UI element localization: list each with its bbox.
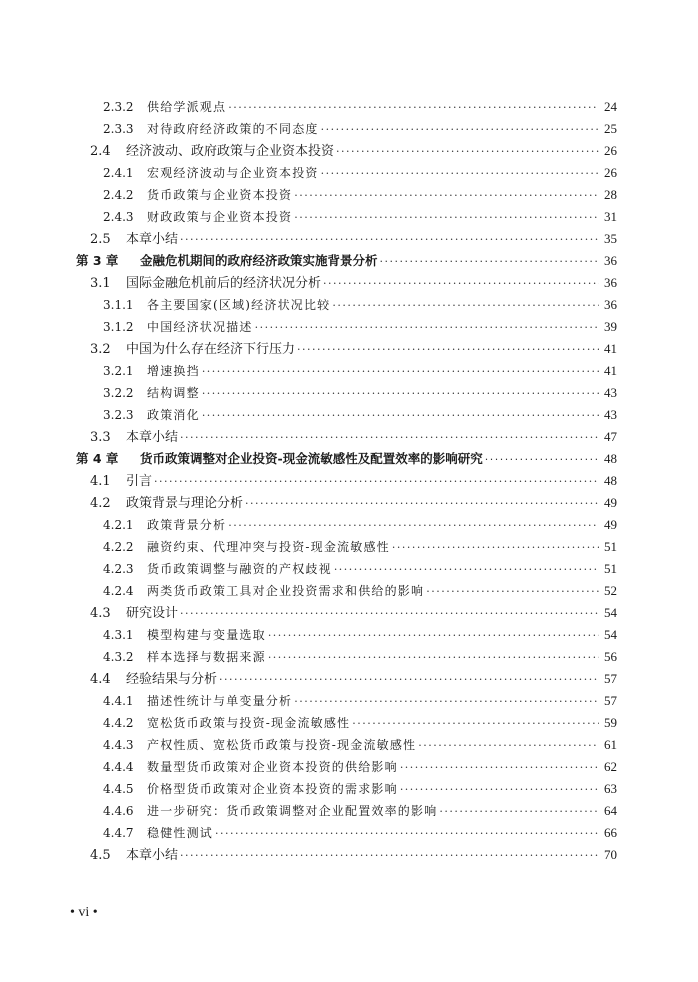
- dot-leader: [202, 405, 599, 427]
- toc-entry-title: 政策背景与理论分析: [126, 496, 244, 511]
- toc-entry-page: 59: [604, 715, 617, 730]
- toc-entry[interactable]: [76, 228, 617, 250]
- toc-entry-page: 26: [604, 143, 617, 158]
- toc-entry-page: 54: [604, 627, 617, 642]
- toc-entry[interactable]: [76, 558, 617, 580]
- toc-entry-title: 财政政策与企业资本投资: [147, 210, 293, 224]
- dot-leader: [154, 471, 599, 493]
- toc-entry-page: 54: [604, 605, 617, 620]
- dot-leader: [202, 383, 599, 405]
- toc-entry-number: 3.2: [90, 342, 111, 357]
- toc-entry-page: 70: [604, 847, 617, 862]
- toc-entry[interactable]: [76, 778, 617, 800]
- toc-entry[interactable]: [76, 118, 617, 140]
- toc-entry[interactable]: [76, 602, 617, 624]
- toc-entry-page: 62: [604, 759, 617, 774]
- toc-entry-title: 国际金融危机前后的经济状况分析: [126, 276, 322, 291]
- toc-entry-number: 4.3.1: [103, 628, 134, 642]
- toc-chapter-entry[interactable]: [76, 448, 617, 470]
- toc-entry-number: 4.2.4: [103, 584, 134, 598]
- toc-entry-page: 49: [604, 495, 617, 510]
- toc-entry-number: 3.3: [90, 430, 111, 445]
- toc-entry-title: 中国经济状况描述: [147, 320, 253, 334]
- toc-entry-title: 经济波动、政府政策与企业资本投资: [126, 144, 335, 159]
- toc-entry-title: 宽松货币政策与投资-现金流敏感性: [147, 716, 351, 730]
- toc-entry-page: 51: [604, 539, 617, 554]
- dot-leader: [245, 493, 599, 515]
- toc-entry[interactable]: [76, 426, 617, 448]
- toc-entry-number: 第 3 章: [76, 253, 119, 268]
- toc-entry-page: 41: [604, 363, 617, 378]
- toc-entry[interactable]: [76, 756, 617, 778]
- dot-leader: [180, 427, 599, 449]
- dot-leader: [400, 779, 599, 801]
- dot-leader: [228, 97, 599, 119]
- toc-entry-number: 2.5: [90, 232, 111, 247]
- toc-entry-page: 51: [604, 561, 617, 576]
- toc-entry-number: 4.4.7: [103, 826, 134, 840]
- dot-leader: [294, 691, 599, 713]
- toc-entry-number: 2.4.1: [103, 166, 134, 180]
- toc-entry-number: 2.3.2: [103, 100, 134, 114]
- toc-entry-number: 3.1.1: [103, 298, 134, 312]
- toc-entry-title: 本章小结: [126, 232, 179, 247]
- toc-entry[interactable]: [76, 360, 617, 382]
- dot-leader: [219, 669, 599, 691]
- toc-entry[interactable]: [76, 514, 617, 536]
- toc-chapter-entry[interactable]: [76, 250, 617, 272]
- toc-entry-page: 43: [604, 385, 617, 400]
- dot-leader: [323, 273, 599, 295]
- toc-entry-page: 36: [604, 253, 617, 268]
- toc-entry-title: 宏观经济波动与企业资本投资: [147, 166, 319, 180]
- toc-entry-title: 经验结果与分析: [126, 672, 218, 687]
- toc-entry[interactable]: [76, 712, 617, 734]
- toc-entry-title: 金融危机期间的政府经济政策实施背景分析: [140, 253, 378, 268]
- toc-entry-title: 货币政策与企业资本投资: [147, 188, 293, 202]
- toc-entry-page: 57: [604, 693, 617, 708]
- toc-entry-title: 引言: [126, 474, 153, 489]
- toc-entry-page: 25: [604, 121, 617, 136]
- toc-entry-number: 4.4.6: [103, 804, 134, 818]
- dot-leader: [392, 537, 599, 559]
- dot-leader: [485, 449, 599, 471]
- toc-entry-title: 进一步研究：货币政策调整对企业配置效率的影响: [147, 804, 438, 818]
- toc-entry-title: 产权性质、宽松货币政策与投资-现金流敏感性: [147, 738, 417, 752]
- toc-entry-title: 模型构建与变量选取: [147, 628, 266, 642]
- toc-entry-number: 4.2.2: [103, 540, 134, 554]
- toc-entry[interactable]: [76, 822, 617, 844]
- toc-entry-page: 57: [604, 671, 617, 686]
- toc-entry-page: 56: [604, 649, 617, 664]
- toc-entry[interactable]: [76, 206, 617, 228]
- toc-entry-number: 4.3.2: [103, 650, 134, 664]
- dot-leader: [334, 559, 599, 581]
- toc-entry-number: 3.2.1: [103, 364, 134, 378]
- toc-entry-title: 各主要国家(区域)经济状况比较: [147, 298, 331, 312]
- toc-entry-title: 政策消化: [147, 408, 200, 422]
- dot-leader: [294, 207, 599, 229]
- dot-leader: [439, 801, 599, 823]
- dot-leader: [352, 713, 599, 735]
- toc-entry[interactable]: [76, 272, 617, 294]
- toc-entry-page: 36: [604, 275, 617, 290]
- toc-entry-number: 第 4 章: [76, 451, 119, 466]
- toc-entry-page: 39: [604, 319, 617, 334]
- toc-entry-page: 31: [604, 209, 617, 224]
- dot-leader: [180, 603, 599, 625]
- toc-entry[interactable]: [76, 580, 617, 602]
- toc-entry-number: 4.5: [90, 848, 111, 863]
- toc-entry-title: 稳健性测试: [147, 826, 214, 840]
- toc-entry-title: 价格型货币政策对企业资本投资的需求影响: [147, 782, 398, 796]
- toc-entry-page: 35: [604, 231, 617, 246]
- toc-entry-title: 中国为什么存在经济下行压力: [126, 342, 296, 357]
- toc-entry-page: 63: [604, 781, 617, 796]
- dot-leader: [180, 845, 599, 867]
- toc-entry-number: 4.2.3: [103, 562, 134, 576]
- dot-leader: [380, 251, 599, 273]
- dot-leader: [297, 339, 599, 361]
- toc-entry-number: 4.4.4: [103, 760, 134, 774]
- toc-entry[interactable]: [76, 382, 617, 404]
- dot-leader: [268, 625, 599, 647]
- toc-entry[interactable]: [76, 690, 617, 712]
- toc-entry-page: 36: [604, 297, 617, 312]
- toc-entry-number: 3.2.2: [103, 386, 134, 400]
- dot-leader: [418, 735, 599, 757]
- toc-entry-number: 3.1: [90, 276, 111, 291]
- toc-entry-number: 2.3.3: [103, 122, 134, 136]
- toc-entry[interactable]: [76, 184, 617, 206]
- toc-entry-number: 4.2.1: [103, 518, 134, 532]
- toc-entry-number: 4.4.1: [103, 694, 134, 708]
- dot-leader: [332, 295, 599, 317]
- toc-entry-title: 增速换挡: [147, 364, 200, 378]
- toc-entry-title: 数量型货币政策对企业资本投资的供给影响: [147, 760, 398, 774]
- toc-entry-title: 两类货币政策工具对企业投资需求和供给的影响: [147, 584, 425, 598]
- toc-entry-number: 2.4.3: [103, 210, 134, 224]
- toc-entry[interactable]: [76, 96, 617, 118]
- dot-leader: [426, 581, 599, 603]
- toc-entry[interactable]: [76, 646, 617, 668]
- toc-entry-title: 样本选择与数据来源: [147, 650, 266, 664]
- toc-entry-page: 26: [604, 165, 617, 180]
- toc-entry-page: 24: [604, 99, 617, 114]
- toc-entry[interactable]: [76, 162, 617, 184]
- toc-entry-number: 4.4: [90, 672, 111, 687]
- toc-entry-number: 2.4.2: [103, 188, 134, 202]
- toc-entry[interactable]: [76, 294, 617, 316]
- toc-entry-page: 61: [604, 737, 617, 752]
- toc-entry-title: 供给学派观点: [147, 100, 227, 114]
- page-number: • vi •: [70, 905, 98, 920]
- toc-entry-number: 4.2: [90, 496, 111, 511]
- toc-entry[interactable]: [76, 800, 617, 822]
- toc-entry-page: 49: [604, 517, 617, 532]
- dot-leader: [255, 317, 599, 339]
- toc-entry[interactable]: [76, 492, 617, 514]
- toc-entry[interactable]: [76, 844, 617, 866]
- toc-entry-title: 结构调整: [147, 386, 200, 400]
- toc-entry-title: 货币政策调整对企业投资-现金流敏感性及配置效率的影响研究: [140, 451, 483, 466]
- toc-entry-title: 描述性统计与单变量分析: [147, 694, 293, 708]
- table-of-contents: [76, 96, 617, 866]
- toc-entry-page: 47: [604, 429, 617, 444]
- dot-leader: [336, 141, 599, 163]
- toc-entry-number: 3.1.2: [103, 320, 134, 334]
- toc-entry-number: 4.4.2: [103, 716, 134, 730]
- toc-entry-title: 融资约束、代理冲突与投资-现金流敏感性: [147, 540, 390, 554]
- toc-entry-number: 4.1: [90, 474, 111, 489]
- toc-entry[interactable]: [76, 338, 617, 360]
- toc-entry-title: 研究设计: [126, 606, 179, 621]
- toc-entry-title: 政策背景分析: [147, 518, 227, 532]
- dot-leader: [215, 823, 599, 845]
- toc-entry[interactable]: [76, 316, 617, 338]
- toc-entry[interactable]: [76, 536, 617, 558]
- toc-entry[interactable]: [76, 140, 617, 162]
- toc-entry-number: 3.2.3: [103, 408, 134, 422]
- toc-entry[interactable]: [76, 624, 617, 646]
- toc-entry-page: 66: [604, 825, 617, 840]
- toc-entry-page: 52: [604, 583, 617, 598]
- toc-entry[interactable]: [76, 734, 617, 756]
- toc-entry-number: 4.4.3: [103, 738, 134, 752]
- toc-entry-title: 对待政府经济政策的不同态度: [147, 122, 319, 136]
- toc-entry-page: 41: [604, 341, 617, 356]
- toc-entry[interactable]: [76, 404, 617, 426]
- toc-entry-title: 本章小结: [126, 848, 179, 863]
- dot-leader: [400, 757, 599, 779]
- toc-entry-page: 28: [604, 187, 617, 202]
- toc-entry-number: 2.4: [90, 144, 111, 159]
- toc-entry-page: 43: [604, 407, 617, 422]
- dot-leader: [294, 185, 599, 207]
- toc-entry-title: 本章小结: [126, 430, 179, 445]
- toc-entry-number: 4.3: [90, 606, 111, 621]
- dot-leader: [228, 515, 599, 537]
- dot-leader: [202, 361, 599, 383]
- toc-entry[interactable]: [76, 470, 617, 492]
- dot-leader: [321, 163, 599, 185]
- dot-leader: [268, 647, 599, 669]
- toc-entry[interactable]: [76, 668, 617, 690]
- toc-entry-page: 48: [604, 473, 617, 488]
- dot-leader: [180, 229, 599, 251]
- toc-entry-title: 货币政策调整与融资的产权歧视: [147, 562, 332, 576]
- dot-leader: [321, 119, 599, 141]
- toc-entry-page: 64: [604, 803, 617, 818]
- toc-entry-number: 4.4.5: [103, 782, 134, 796]
- toc-entry-page: 48: [604, 451, 617, 466]
